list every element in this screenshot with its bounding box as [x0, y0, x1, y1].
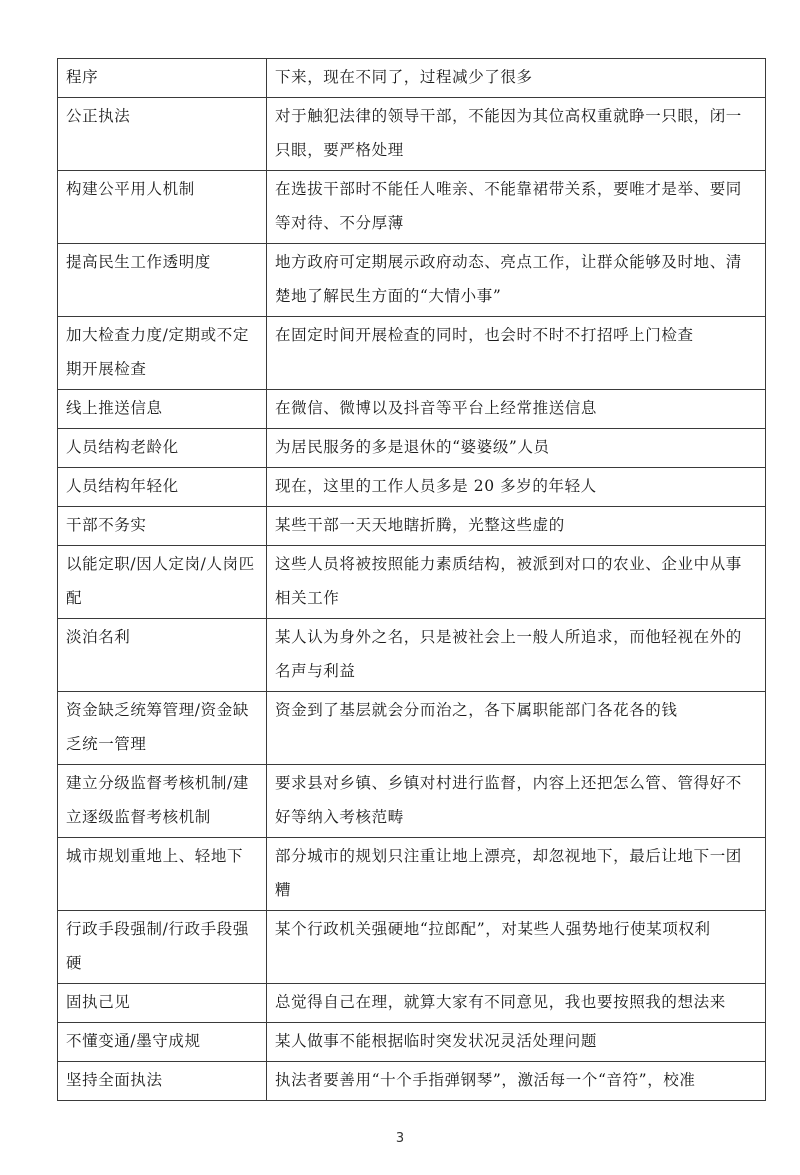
table-row — [58, 1023, 766, 1062]
explanation-cell: 某些干部一天天地瞎折腾，光整这些虚的 — [267, 507, 766, 546]
explanation-cell: 某人做事不能根据临时突发状况灵活处理问题 — [267, 1023, 766, 1062]
table-row — [58, 984, 766, 1023]
explanation-cell: 下来，现在不同了，过程减少了很多 — [267, 59, 766, 98]
term-cell: 行政手段强制/行政手段强硬 — [58, 911, 267, 984]
explanation-cell: 在微信、微博以及抖音等平台上经常推送信息 — [267, 390, 766, 429]
explanation-cell: 在选拔干部时不能任人唯亲、不能靠裙带关系，要唯才是举、要同等对待、不分厚薄 — [267, 171, 766, 244]
term-cell: 人员结构年轻化 — [58, 468, 267, 507]
table-row — [58, 619, 766, 692]
table-row — [58, 1062, 766, 1101]
table-row — [58, 765, 766, 838]
explanation-cell: 某人认为身外之名，只是被社会上一般人所追求，而他轻视在外的名声与利益 — [267, 619, 766, 692]
table-row — [58, 546, 766, 619]
table-row — [58, 911, 766, 984]
table-row — [58, 468, 766, 507]
table-row — [58, 390, 766, 429]
term-cell: 不懂变通/墨守成规 — [58, 1023, 267, 1062]
table-row — [58, 507, 766, 546]
explanation-cell: 在固定时间开展检查的同时，也会时不时不打招呼上门检查 — [267, 317, 766, 390]
term-cell: 以能定职/因人定岗/人岗匹配 — [58, 546, 267, 619]
table-row — [58, 59, 766, 98]
term-cell: 线上推送信息 — [58, 390, 267, 429]
table-row — [58, 171, 766, 244]
term-cell: 提高民生工作透明度 — [58, 244, 267, 317]
glossary-table — [57, 58, 766, 1101]
term-cell: 程序 — [58, 59, 267, 98]
explanation-cell: 总觉得自己在理，就算大家有不同意见，我也要按照我的想法来 — [267, 984, 766, 1023]
explanation-cell: 对于触犯法律的领导干部，不能因为其位高权重就睁一只眼，闭一只眼，要严格处理 — [267, 98, 766, 171]
table-row — [58, 244, 766, 317]
page-number: 3 — [395, 1131, 405, 1146]
term-cell: 坚持全面执法 — [58, 1062, 267, 1101]
explanation-cell: 地方政府可定期展示政府动态、亮点工作，让群众能够及时地、清楚地了解民生方面的“大情小事” — [267, 244, 766, 317]
glossary-table-body — [58, 59, 766, 1101]
table-row — [58, 98, 766, 171]
term-cell: 固执己见 — [58, 984, 267, 1023]
table-row — [58, 317, 766, 390]
term-cell: 城市规划重地上、轻地下 — [58, 838, 267, 911]
explanation-cell: 某个行政机关强硬地“拉郎配”，对某些人强势地行使某项权利 — [267, 911, 766, 984]
term-cell: 人员结构老龄化 — [58, 429, 267, 468]
term-cell: 建立分级监督考核机制/建立逐级监督考核机制 — [58, 765, 267, 838]
explanation-cell: 资金到了基层就会分而治之，各下属职能部门各花各的钱 — [267, 692, 766, 765]
term-cell: 资金缺乏统筹管理/资金缺乏统一管理 — [58, 692, 267, 765]
explanation-cell: 这些人员将被按照能力素质结构，被派到对口的农业、企业中从事相关工作 — [267, 546, 766, 619]
explanation-cell: 部分城市的规划只注重让地上漂亮，却忽视地下，最后让地下一团糟 — [267, 838, 766, 911]
table-row — [58, 692, 766, 765]
explanation-cell: 为居民服务的多是退休的“婆婆级”人员 — [267, 429, 766, 468]
explanation-cell: 执法者要善用“十个手指弹钢琴”，激活每一个“音符”，校准 — [267, 1062, 766, 1101]
explanation-cell: 现在，这里的工作人员多是 20 多岁的年轻人 — [267, 468, 766, 507]
table-row — [58, 838, 766, 911]
term-cell: 构建公平用人机制 — [58, 171, 267, 244]
term-cell: 公正执法 — [58, 98, 267, 171]
table-row — [58, 429, 766, 468]
term-cell: 加大检查力度/定期或不定期开展检查 — [58, 317, 267, 390]
explanation-cell: 要求县对乡镇、乡镇对村进行监督，内容上还把怎么管、管得好不好等纳入考核范畴 — [267, 765, 766, 838]
term-cell: 干部不务实 — [58, 507, 267, 546]
term-cell: 淡泊名利 — [58, 619, 267, 692]
